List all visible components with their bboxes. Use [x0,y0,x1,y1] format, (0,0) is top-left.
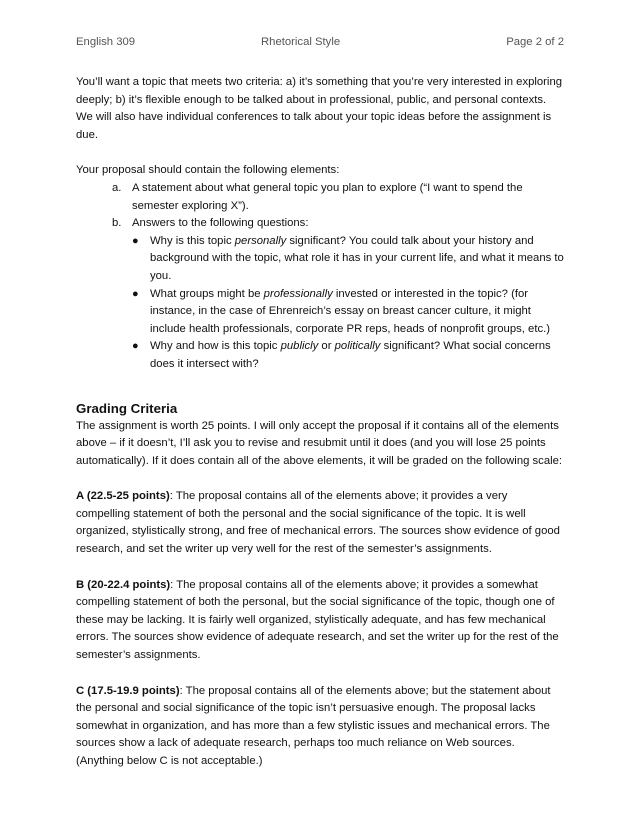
bullet-item [76,233,564,286]
item-text: A statement about what general topic you plan to explore (“I want to spend the semester exploring X”). [132,181,523,212]
grade-text: : The proposal contains all of the elements above; but the statement about the personal and social significance of the topic isn’t persuasive enough. The proposal lacks somewhat in organization, and has more than a few stylistic issues and mechanical errors. The sources show a lack of adequate research, perhaps too much reliance on Web sources. (Anything below C is not acceptable.) [76,684,551,767]
proposal-item-a [76,180,564,215]
grade-text: : The proposal contains all of the elements above; it provides a very compelling statement of both the personal and the social significance of the topic. It is well organized, stylistically strong, and free of mechanical errors. The sources show evidence of good research, and set the writer up very well for the rest of the semester’s assignments. [76,490,560,556]
intro-paragraph: You’ll want a topic that meets two criteria: a) it’s something that you’re very interested in exploring deeply; b) it’s flexible enough to be talked about in professional, public, and personal contexts. We will also have individual conferences to talk about your topic ideas before the assignment is due. [76,76,563,141]
page-header [76,36,564,56]
bullet-text: significant? You could talk about your history and background with the topic, what role it has in your current life, and what it means to you. [150,234,564,282]
grade-text: : The proposal contains all of the elements above; it provides a somewhat compelling statement of both the personal, but the social significance of the topic, though one of these may be lacking. It is fairly well organized, stylistically adequate, and has few mechanical errors. The sources show evidence of adequate research, and set the writer up for the rest of the semester’s assignments. [76,578,559,662]
bullet-emphasis: publicly [280,340,319,353]
item-text: Answers to the following questions: [132,217,309,230]
grade-b-paragraph [76,577,564,665]
item-marker: b. [112,217,122,230]
header-page-number: Page 2 of 2 [506,36,564,48]
proposal-lead: Your proposal should contain the following elements: [76,164,340,177]
grading-heading: Grading Criteria [76,400,178,416]
bullet-text: invested or interested in the topic? (for instance, in the case of Ehrenreich’s essay on breast cancer culture, it might include health professionals, corporate PR reps, heads of nonprofit groups, etc.) [150,287,551,335]
bullet-icon: ● [132,287,139,300]
bullet-emphasis: personally [234,234,287,247]
grade-a-paragraph [76,488,564,558]
bullet-emphasis: professionally [263,287,333,300]
document-page [76,36,564,771]
bullet-icon: ● [132,234,139,247]
header-course: English 309 [76,36,136,48]
bullet-text: What groups might be [150,287,264,300]
bullet-item [76,286,564,339]
proposal-item-b [76,215,564,233]
bullet-text: Why and how is this topic [150,340,281,353]
header-title: Rhetorical Style [261,36,341,48]
item-marker: a. [112,181,122,194]
grading-intro: The assignment is worth 25 points. I will only accept the proposal if it contains all of the elements above – if it doesn’t, I’ll ask you to revise and resubmit until it does (and you will lose 25 points automatically). If it does contain all of the above elements, it will be graded on the following scale: [76,419,563,467]
bullet-text: or [318,340,335,353]
grade-c-paragraph [76,683,564,771]
bullet-emphasis: politically [334,340,381,353]
bullet-item [76,338,564,373]
grade-label: A (22.5-25 points) [76,490,170,503]
bullet-text: significant? What social concerns does it intersect with? [150,340,551,370]
grade-label: B (20-22.4 points) [76,578,171,591]
bullet-icon: ● [132,340,139,353]
grade-label: C (17.5-19.9 points) [76,684,180,697]
bullet-text: Why is this topic [150,234,235,247]
